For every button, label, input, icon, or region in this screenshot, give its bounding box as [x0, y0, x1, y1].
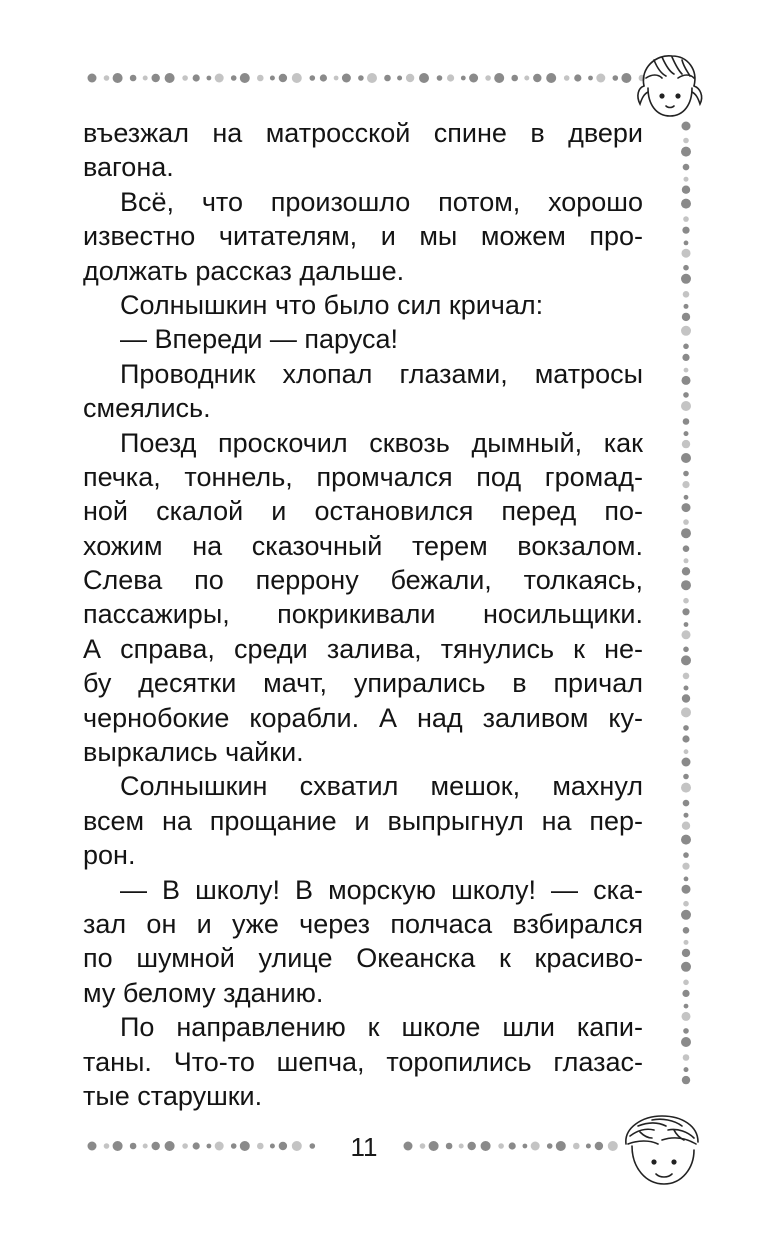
- border-dot: [240, 1141, 250, 1151]
- border-dot: [683, 774, 689, 780]
- border-dot: [683, 164, 690, 171]
- border-dot: [681, 1037, 691, 1047]
- border-dot: [681, 783, 691, 793]
- text-line: хожим на сказочный терем вокзалом.: [83, 530, 643, 561]
- border-dot: [683, 392, 689, 398]
- text-line: вагона.: [83, 152, 174, 183]
- border-dot: [469, 74, 478, 83]
- border-dot: [684, 622, 689, 627]
- border-dot: [682, 608, 689, 615]
- border-dot: [681, 401, 691, 411]
- border-dot: [681, 580, 691, 590]
- text-line: А справа, среди залива, тянулись к не-: [83, 633, 643, 664]
- border-dot: [152, 74, 160, 82]
- border-dot: [682, 758, 691, 767]
- border-dot: [461, 76, 466, 81]
- border-dot: [682, 227, 689, 234]
- border-dot: [682, 863, 689, 870]
- text-line: Поезд проскочил сквозь дымный, как: [120, 427, 643, 458]
- border-dot: [292, 1141, 302, 1151]
- text-line: рон.: [83, 840, 136, 871]
- border-dot: [113, 73, 123, 83]
- border-dot: [404, 1142, 413, 1151]
- border-dot: [524, 76, 529, 81]
- border-dot: [684, 940, 689, 945]
- border-dot: [207, 1144, 212, 1149]
- text-line: Всё, что произошло потом, хорошо: [120, 186, 643, 217]
- border-dot: [682, 354, 689, 361]
- border-dot: [684, 558, 689, 563]
- border-dot: [257, 1143, 264, 1150]
- border-dot: [682, 481, 689, 488]
- border-dot: [523, 1144, 528, 1149]
- body-text: [83, 116, 643, 1113]
- border-dot: [683, 598, 689, 604]
- border-dot: [367, 73, 377, 83]
- border-dot: [682, 567, 690, 575]
- border-dot: [446, 1143, 453, 1150]
- border-dot: [165, 73, 175, 83]
- top-dotted-border: [86, 68, 646, 88]
- border-dot: [240, 73, 250, 83]
- border-dot: [683, 216, 689, 222]
- border-dot: [334, 76, 339, 81]
- text-line: въезжал на матросской спине в двери: [83, 118, 643, 148]
- border-dot: [683, 291, 690, 298]
- border-dot: [683, 471, 689, 477]
- border-dot: [681, 835, 691, 845]
- border-dot: [681, 453, 691, 463]
- border-dot: [143, 1144, 148, 1149]
- border-dot: [588, 76, 593, 81]
- text-line: известно читателям, и мы можем про-: [83, 221, 643, 252]
- border-dot: [684, 1004, 689, 1009]
- border-dot: [406, 74, 414, 82]
- text-line: тые старушки.: [83, 1080, 263, 1111]
- page-number: 11: [350, 1132, 378, 1162]
- text-line: По направлению к школе шли капи-: [120, 1012, 643, 1043]
- border-dot: [684, 686, 689, 691]
- border-dot: [683, 980, 689, 986]
- border-dot: [683, 647, 689, 653]
- border-dot: [429, 1141, 439, 1151]
- border-dot: [681, 199, 691, 209]
- border-dot: [193, 74, 200, 81]
- border-dot: [684, 1067, 689, 1072]
- text-line: смеялись.: [83, 393, 211, 424]
- border-dot: [683, 901, 689, 907]
- text-line: выркались чайки.: [83, 737, 304, 768]
- border-dot: [104, 75, 110, 81]
- border-dot: [494, 73, 504, 83]
- text-line: по шумной улице Океанска к красиво-: [83, 943, 643, 974]
- border-dot: [481, 1141, 491, 1151]
- border-dot: [546, 73, 556, 83]
- border-dot: [683, 344, 689, 350]
- text-line: Солнышкин схватил мешок, махнул: [120, 771, 643, 802]
- border-dot: [485, 75, 491, 81]
- border-dot: [310, 75, 316, 81]
- border-dot: [682, 885, 691, 894]
- border-dot: [683, 418, 690, 425]
- border-dot: [88, 1142, 97, 1151]
- text-line: Солнышкин что было сил кричал:: [120, 289, 544, 320]
- border-dot: [270, 1144, 275, 1149]
- border-dot: [342, 74, 351, 83]
- border-dot: [231, 75, 237, 81]
- border-dot: [682, 376, 691, 385]
- border-dot: [613, 75, 619, 81]
- border-dot: [420, 1143, 426, 1149]
- border-dot: [684, 495, 689, 500]
- border-dot: [682, 313, 690, 321]
- border-dot: [437, 75, 443, 81]
- border-dot: [270, 76, 275, 81]
- border-dot: [683, 927, 690, 934]
- border-dot: [682, 735, 689, 742]
- border-dot: [683, 265, 689, 271]
- border-dot: [279, 74, 287, 82]
- border-dot: [682, 503, 691, 512]
- text-line: печка, тоннель, промчался под громад-: [83, 461, 643, 492]
- border-dot: [682, 186, 690, 194]
- border-dot: [682, 249, 691, 258]
- border-dot: [682, 630, 691, 639]
- border-dot: [684, 368, 689, 373]
- border-dot: [509, 1142, 516, 1149]
- border-dot: [215, 74, 224, 83]
- border-dot: [320, 74, 327, 81]
- text-line: Слева по перрону бежали, толкаясь,: [83, 565, 643, 596]
- border-dot: [231, 1143, 237, 1149]
- border-dot: [684, 877, 689, 882]
- border-dot: [498, 1143, 504, 1149]
- text-line: ной скалой и остановился перед по-: [83, 496, 643, 527]
- text-line: бу десятки мачт, упирались в причал: [83, 668, 643, 699]
- bottom-dotted-border-right: [402, 1136, 622, 1156]
- border-dot: [681, 707, 691, 717]
- text-line: му белому зданию.: [83, 977, 324, 1008]
- border-dot: [683, 725, 689, 731]
- border-dot: [511, 75, 518, 82]
- text-line: Проводник хлопал глазами, матросы: [120, 358, 643, 389]
- border-dot: [152, 1142, 160, 1150]
- border-dot: [682, 822, 690, 830]
- border-dot: [574, 74, 581, 81]
- border-dot: [681, 910, 691, 920]
- border-dot: [595, 1142, 603, 1150]
- border-dot: [596, 74, 605, 83]
- text-line: зал он и уже через полчаса взбирался: [83, 908, 643, 939]
- border-dot: [459, 1144, 464, 1149]
- border-dot: [681, 326, 691, 336]
- border-dot: [447, 74, 454, 81]
- border-dot: [621, 73, 631, 83]
- border-dot: [681, 147, 691, 157]
- border-dot: [683, 519, 689, 525]
- border-dot: [547, 1143, 553, 1149]
- girl-face-icon: [632, 48, 708, 129]
- border-dot: [384, 75, 391, 82]
- border-dot: [556, 1141, 566, 1151]
- border-dot: [358, 75, 364, 81]
- border-dot: [130, 75, 137, 82]
- border-dot: [586, 1144, 591, 1149]
- border-dot: [215, 1142, 224, 1151]
- border-dot: [682, 1012, 691, 1021]
- border-dot: [257, 75, 264, 82]
- text-line: — В школу! В морскую школу! — ска-: [120, 874, 643, 905]
- text-line: пассажиры, покрикивали носильщики.: [83, 599, 643, 630]
- border-dot: [88, 74, 97, 83]
- border-dot: [682, 949, 690, 957]
- border-dot: [573, 1143, 580, 1150]
- border-dot: [564, 75, 570, 81]
- text-line: чернобокие корабли. А над заливом ку-: [83, 702, 643, 733]
- border-dot: [130, 1143, 137, 1150]
- border-dot: [207, 76, 212, 81]
- border-dot: [684, 241, 689, 246]
- border-dot: [182, 1143, 188, 1149]
- border-dot: [182, 75, 188, 81]
- border-dot: [683, 852, 689, 858]
- text-line: таны. Что-то шепча, торопились глазас-: [83, 1046, 643, 1077]
- border-dot: [682, 1076, 690, 1084]
- border-dot: [681, 274, 691, 284]
- border-dot: [682, 440, 690, 448]
- text-line: должать рассказ дальше.: [83, 255, 405, 286]
- border-dot: [419, 73, 429, 83]
- right-dotted-border: [676, 120, 696, 1090]
- border-dot: [684, 177, 689, 182]
- border-dot: [165, 1141, 175, 1151]
- border-dot: [310, 1143, 316, 1149]
- border-dot: [608, 1141, 618, 1151]
- border-dot: [292, 73, 302, 83]
- border-dot: [681, 962, 691, 972]
- border-dot: [683, 1028, 689, 1034]
- border-dot: [104, 1143, 110, 1149]
- border-dot: [684, 304, 689, 309]
- border-dot: [682, 990, 689, 997]
- border-dot: [683, 673, 690, 680]
- border-dot: [468, 1142, 476, 1150]
- border-dot: [684, 813, 689, 818]
- border-dot: [681, 528, 691, 538]
- border-dot: [397, 76, 402, 81]
- border-dot: [683, 1054, 690, 1061]
- bottom-dotted-border-left: [86, 1136, 326, 1156]
- border-dot: [533, 74, 541, 82]
- border-dot: [682, 694, 690, 702]
- border-dot: [193, 1142, 200, 1149]
- text-line: всем на прощание и выпрыгнул на пер-: [83, 805, 643, 836]
- border-dot: [683, 800, 690, 807]
- boy-face-icon: [618, 1110, 706, 1195]
- border-dot: [683, 138, 689, 144]
- border-dot: [681, 655, 691, 665]
- border-dot: [531, 1142, 540, 1151]
- border-dot: [683, 545, 690, 552]
- border-dot: [143, 76, 148, 81]
- border-dot: [113, 1141, 123, 1151]
- border-dot: [684, 749, 689, 754]
- text-line: — Впереди — паруса!: [120, 324, 398, 355]
- border-dot: [684, 431, 689, 436]
- border-dot: [279, 1142, 287, 1150]
